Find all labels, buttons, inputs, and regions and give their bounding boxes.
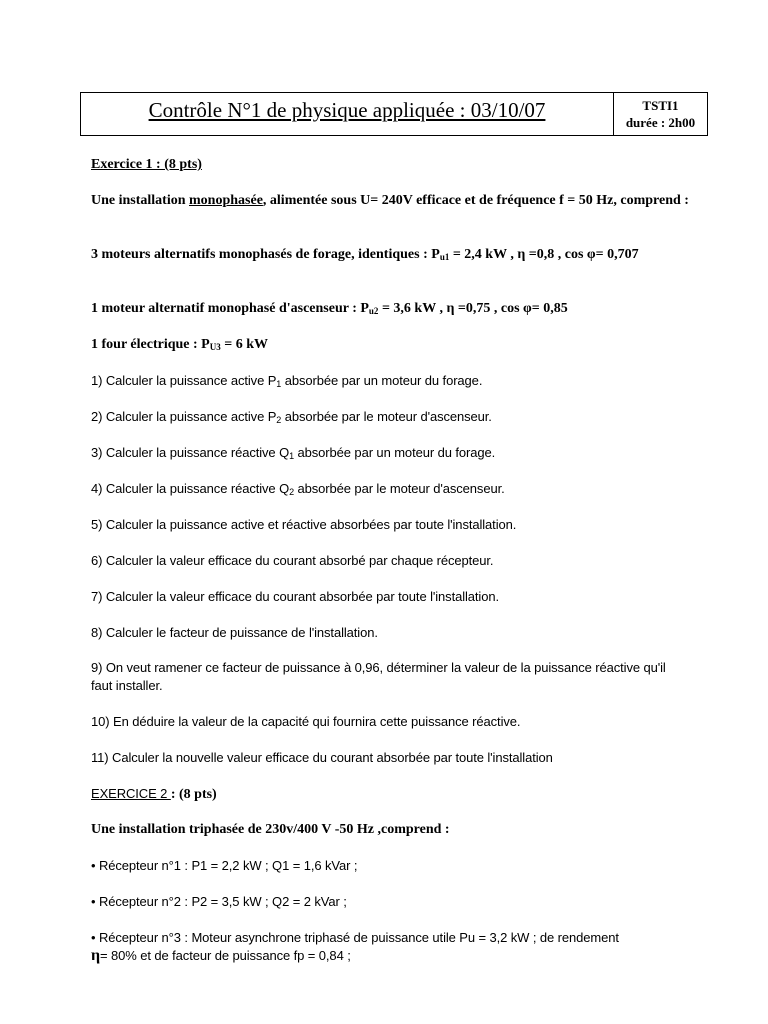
question: 9) On veut ramener ce facteur de puissance à 0,96, déterminer la valeur de la puissance réactive qu'il faut installer. [91, 660, 666, 693]
exercise2-intro: Une installation triphasée de 230v/400 V -50 Hz ,comprend : [91, 822, 450, 837]
question [91, 372, 691, 390]
oven-prefix: 1 four électrique : P [91, 337, 210, 352]
question-text-end: absorbée par le moteur d'ascenseur. [294, 481, 505, 496]
elevator-suffix: = 3,6 kW , η =0,75 , cos φ= 0,85 [378, 301, 568, 316]
question-text: 3) Calculer la puissance réactive Q [91, 445, 290, 460]
question: 8) Calculer le facteur de puissance de l'installation. [91, 625, 378, 640]
question-sub: 2 [276, 415, 282, 425]
question-text-end: absorbée par un moteur du forage. [294, 445, 496, 460]
motors-suffix: = 2,4 kW , η =0,8 , cos φ= 0,707 [449, 247, 639, 262]
motors-prefix: 3 moteurs alternatifs monophasés de forage, identiques : P [91, 247, 440, 262]
question: 7) Calculer la valeur efficace du courant absorbée par toute l'installation. [91, 589, 499, 604]
elevator-motor-description [91, 300, 691, 318]
elevator-sub: u2 [368, 306, 379, 316]
exercise2-heading-points: : (8 pts) [170, 787, 217, 802]
exercise1-heading: Exercice 1 : (8 pts) [91, 157, 202, 172]
receiver-item: • Récepteur n°2 : P2 = 3,5 kW ; Q2 = 2 kVar ; [91, 894, 347, 909]
question: 10) En déduire la valeur de la capacité qui fournira cette puissance réactive. [91, 714, 521, 729]
receiver3-line2-text: = 80% et de facteur de puissance fp = 0,84 ; [100, 948, 351, 963]
question: 11) Calculer la nouvelle valeur efficace du courant absorbée par toute l'installation [91, 750, 553, 765]
receiver-item: • Récepteur n°1 : P1 = 2,2 kW ; Q1 = 1,6 kVar ; [91, 858, 358, 873]
receiver-item [91, 929, 686, 965]
oven-sub: U3 [209, 342, 221, 352]
title-cell [81, 93, 614, 135]
motors-description [91, 246, 666, 264]
header-table [80, 92, 708, 136]
duration-label: durée : 2h00 [625, 115, 696, 130]
motors-sub: u1 [439, 252, 450, 262]
intro-prefix: Une installation [91, 193, 190, 208]
intro-suffix: , alimentée sous U= 240V efficace et de fréquence f = 50 Hz, comprend : [262, 193, 689, 208]
exercise1-intro [91, 192, 691, 210]
page-title: Contrôle N°1 de physique appliquée : 03/10/07 [148, 97, 546, 122]
question-text: 2) Calculer la puissance active P [91, 409, 277, 424]
exercise2-heading [91, 785, 691, 804]
question [91, 480, 691, 498]
question-sub: 2 [289, 487, 294, 497]
question [91, 444, 691, 462]
eta-symbol: η [91, 947, 100, 964]
question-text: 1) Calculer la puissance active P [91, 373, 277, 388]
exercise2-heading-underlined: EXERCICE 2 [91, 786, 171, 801]
receiver3-line2 [91, 947, 686, 965]
class-info-cell [614, 93, 707, 135]
question-text-end: absorbée par le moteur d'ascenseur. [281, 409, 492, 424]
question: 5) Calculer la puissance active et réactive absorbées par toute l'installation. [91, 517, 517, 532]
intro-underlined: monophasée [189, 193, 263, 208]
oven-description [91, 336, 691, 354]
question [91, 408, 691, 426]
receiver3-line1: • Récepteur n°3 : Moteur asynchrone triphasé de puissance utile Pu = 3,2 kW ; de rendement [91, 930, 619, 945]
class-label: TSTI1 [642, 98, 679, 113]
question-sub: 1 [276, 379, 282, 389]
elevator-prefix: 1 moteur alternatif monophasé d'ascenseur : P [91, 301, 369, 316]
question-sub: 1 [289, 451, 294, 461]
question-text-end: absorbée par un moteur du forage. [281, 373, 483, 388]
oven-suffix: = 6 kW [220, 337, 268, 352]
question-text: 4) Calculer la puissance réactive Q [91, 481, 290, 496]
question: 6) Calculer la valeur efficace du courant absorbé par chaque récepteur. [91, 553, 494, 568]
